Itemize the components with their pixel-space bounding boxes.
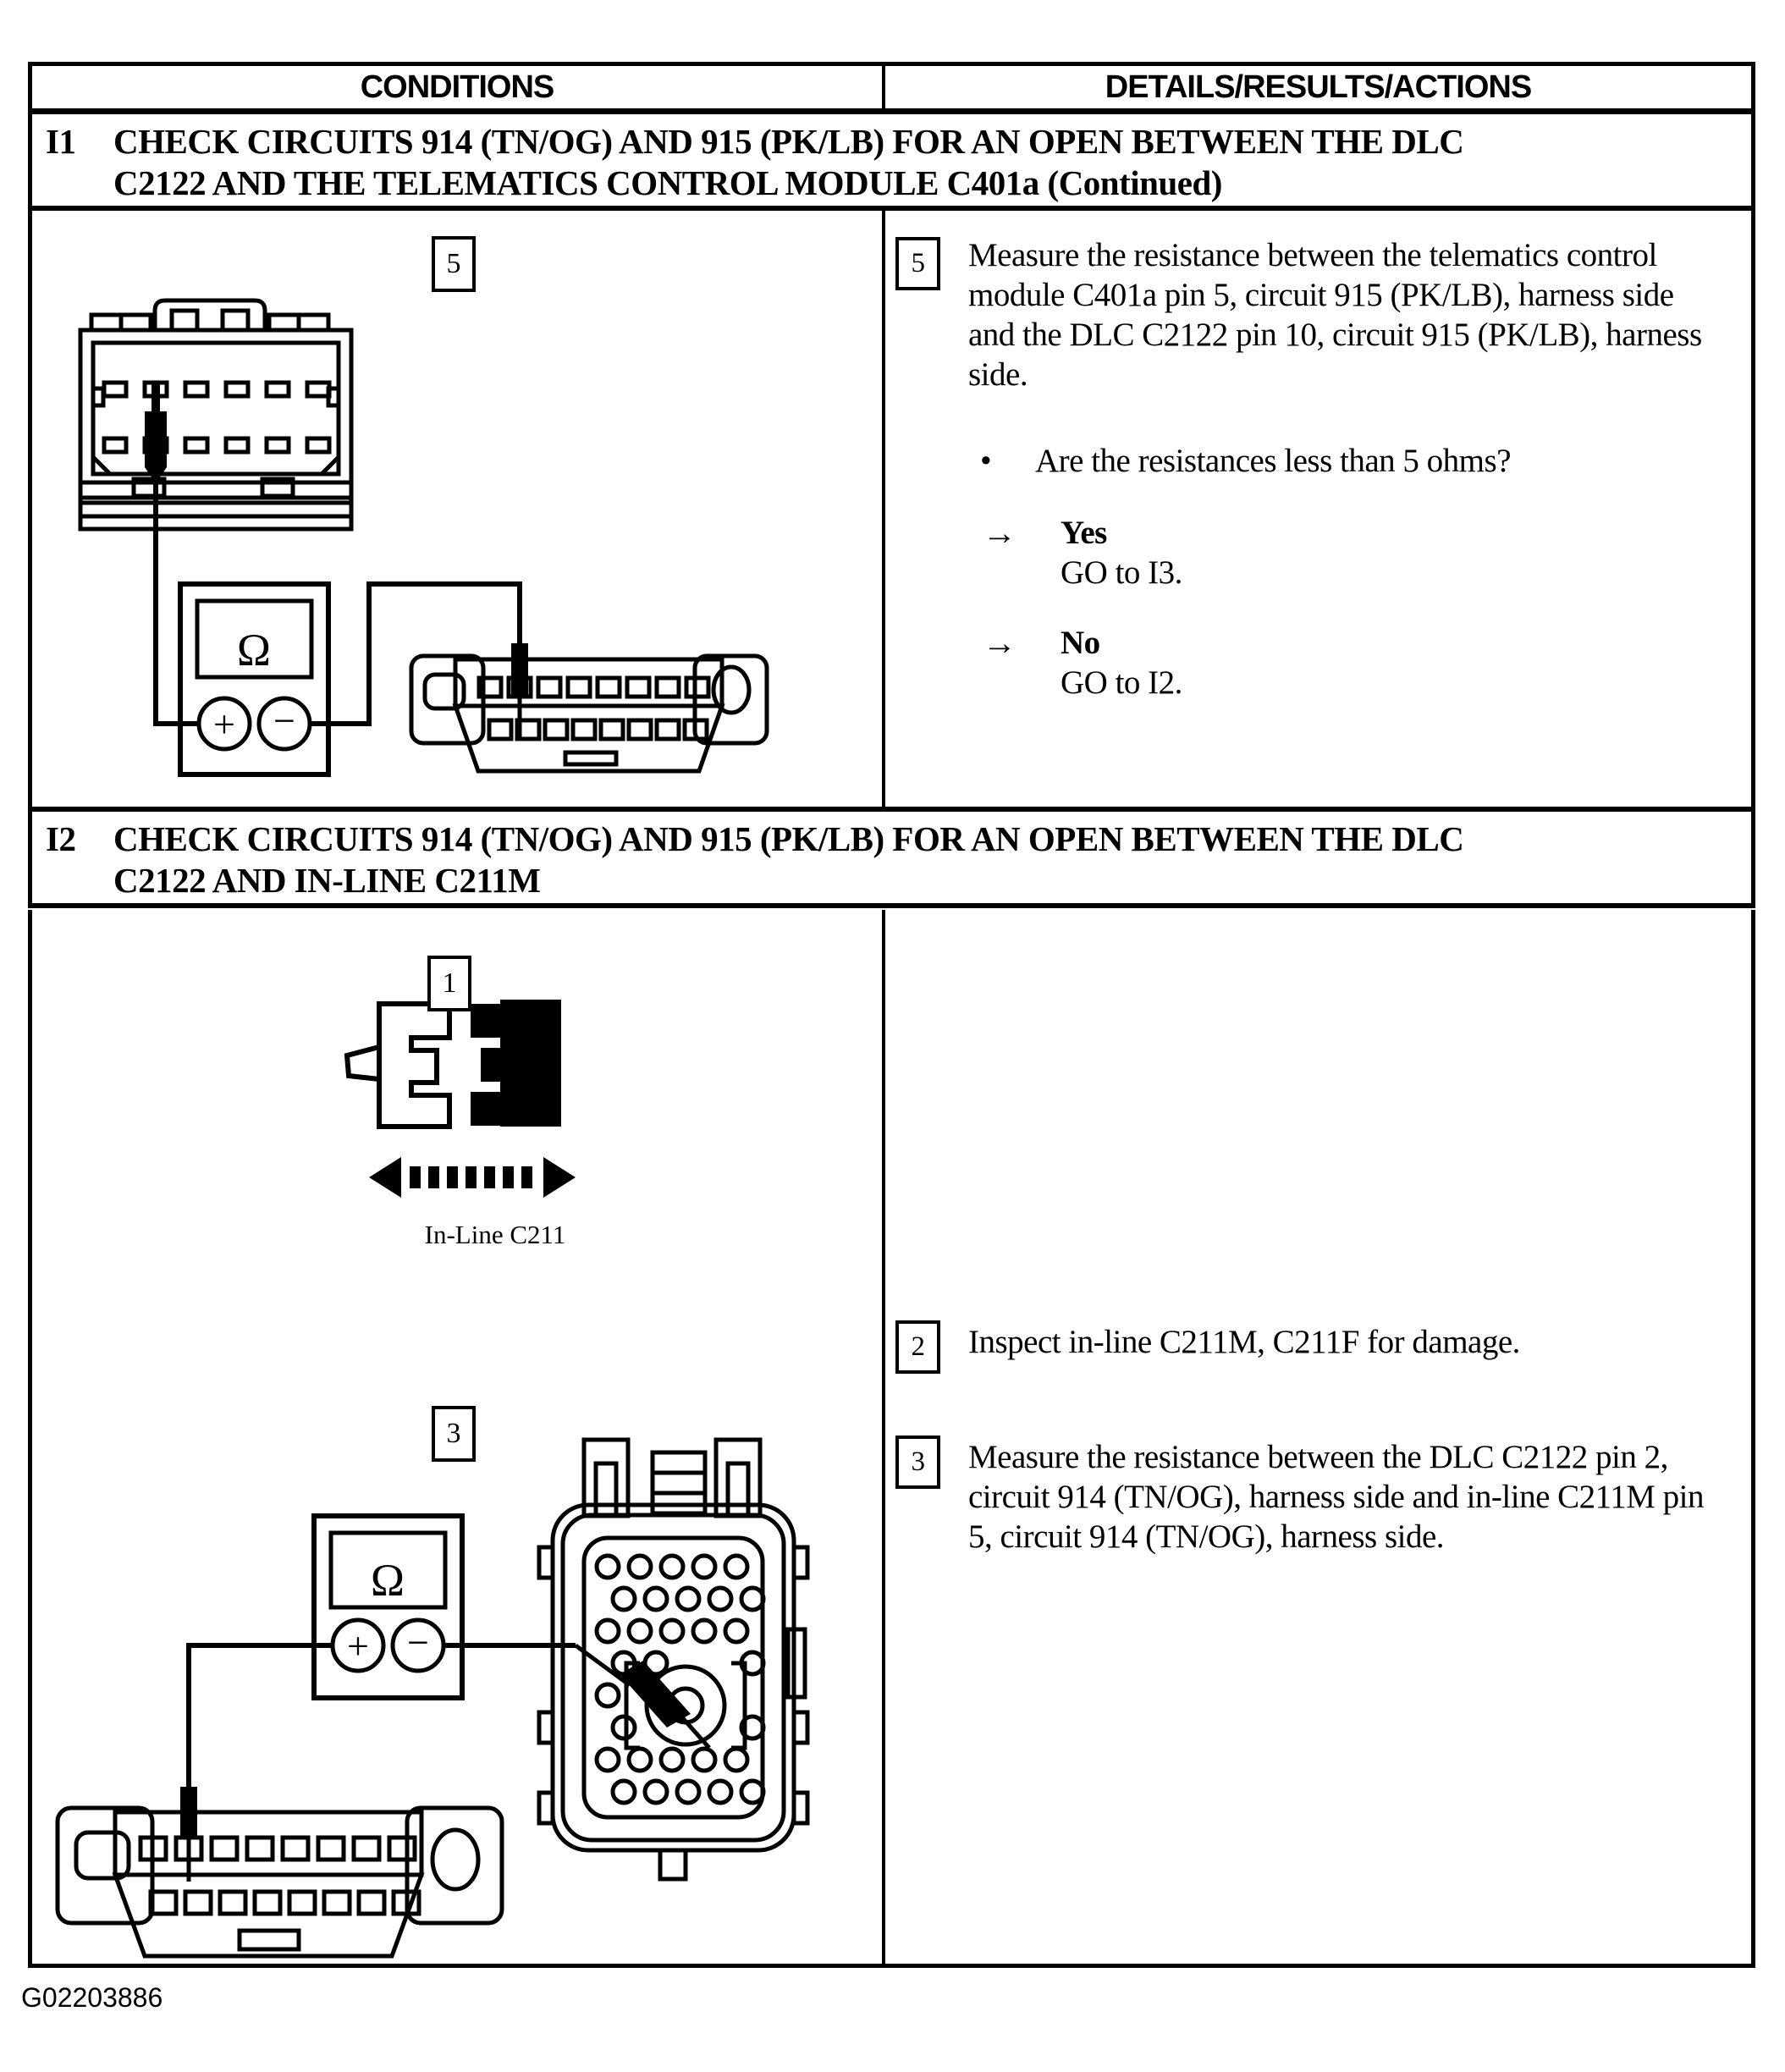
question-text: Are the resistances less than 5 ohms? (1035, 443, 1512, 479)
table-header-row (28, 62, 1755, 114)
conditions-header: CONDITIONS (32, 66, 885, 108)
i1-step-label: I1 (46, 122, 76, 161)
dlc-connector-diagram (58, 1808, 502, 1956)
i1-content-row (28, 211, 1755, 812)
inline-connector-label: In-Line C211 (424, 1220, 566, 1249)
i1-title-text: CHECK CIRCUITS 914 (TN/OG) AND 915 (PK/LB) FOR AN OPEN BETWEEN THE DLC C2122 AND THE TELEMATICS CONTROL MODULE C401a (Continued) (113, 122, 1464, 202)
test-lead-wire (189, 1645, 333, 1787)
result-answer: Yes (1061, 515, 1107, 551)
step-number-box: 3 (895, 1436, 940, 1489)
result-answer: No (1061, 625, 1100, 661)
svg-text:−: − (273, 699, 295, 742)
arrow-right-icon: → (983, 514, 1016, 552)
bullet-icon: • (980, 443, 992, 479)
i2-actions-cell (885, 910, 1751, 1964)
multimeter-icon (314, 1516, 462, 1698)
i1-actions-cell (885, 211, 1751, 807)
callout-3: 3 (432, 1406, 476, 1462)
double-arrow-icon (369, 1157, 576, 1198)
details-header: DETAILS/RESULTS/ACTIONS (1105, 69, 1532, 105)
result-action: GO to I2. (1061, 664, 1182, 701)
i2-step-label: I2 (46, 819, 76, 858)
ohmmeter-display: Ω (236, 625, 272, 675)
dlc-connector-diagram (411, 656, 767, 771)
arrow-right-icon: → (983, 624, 1016, 662)
callout-1: 1 (427, 956, 471, 1011)
step-5-instruction: Measure the resistance between the telematics control module C401a pin 5, circuit 915 (PK/LB), harness side and the DLC C2122 pin 10, circuit 915 (PK/LB), harness side. (968, 237, 1702, 393)
i2-diagram-cell (32, 910, 885, 1964)
figure-code: G02203886 (21, 1982, 163, 2013)
result-yes (1061, 513, 1182, 592)
test-lead-wire (310, 584, 520, 724)
step-2-instruction: Inspect in-line C211M, C211F for damage. (968, 1324, 1520, 1360)
step-number-box: 5 (895, 237, 940, 290)
step-number-box: 2 (895, 1320, 940, 1374)
i2-title-text: CHECK CIRCUITS 914 (TN/OG) AND 915 (PK/LB) FOR AN OPEN BETWEEN THE DLC C2122 AND IN-LINE C211M (113, 819, 1464, 900)
svg-text:+: + (213, 703, 235, 746)
result-no (1061, 623, 1182, 703)
svg-text:−: − (407, 1621, 429, 1664)
multimeter-icon (180, 584, 328, 774)
i2-content-row (28, 910, 1755, 1968)
result-action: GO to I3. (1061, 554, 1182, 591)
i1-title-row (28, 114, 1755, 211)
inline-connector-face-diagram (539, 1440, 807, 1879)
ohmmeter-display: Ω (370, 1555, 405, 1606)
callout-5: 5 (432, 236, 476, 292)
i1-test-diagram (32, 211, 882, 807)
test-probe-icon (180, 1787, 197, 1882)
question-row (980, 441, 1511, 481)
i2-title-row (28, 812, 1755, 908)
inline-connector-icon (347, 1000, 561, 1127)
i1-diagram-cell (32, 211, 885, 807)
svg-text:+: + (347, 1624, 369, 1667)
step-3-instruction: Measure the resistance between the DLC C2122 pin 2, circuit 914 (TN/OG), harness side and in-line C211M pin 5, circuit 914 (TN/OG), harness side. (968, 1439, 1704, 1555)
telematics-module-connector-diagram (80, 300, 351, 529)
